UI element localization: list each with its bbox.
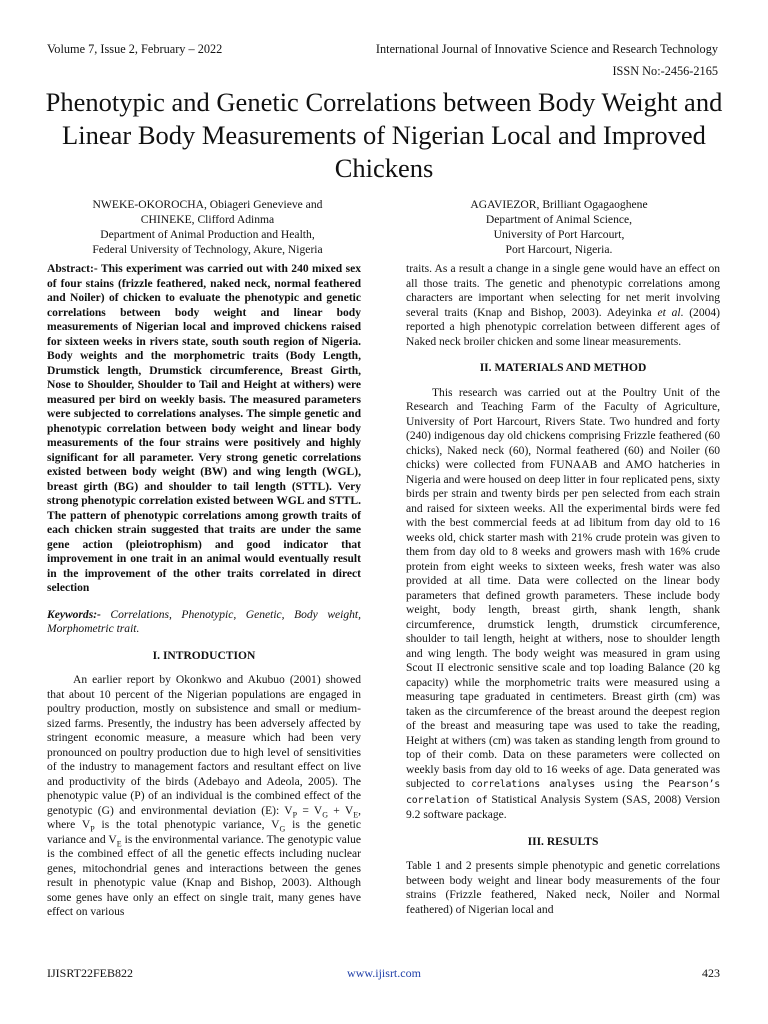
author-line: CHINEKE, Clifford Adinma [140,213,275,226]
page-number: 423 [702,966,720,980]
affiliation-line: Port Harcourt, Nigeria. [505,243,613,256]
right-column [406,262,720,917]
paper-id: IJISRT22FEB822 [47,966,133,980]
issn: ISSN No:-2456-2165 [612,64,718,78]
intro-paragraph: An earlier report by Okonkwo and Akubuo (2001) showed that about 10 percent of the Nigerian populations are engaged in poultry production, mostly on subsistence and small or medium-sized farms. Presently, the industry has been adversely affected by stringent economic measure, a measure which had been very pronounced on poultry production due to high level of sensitivities of the industry to management factors and resultant effect on live and productivity of the birds (Adebayo and Adeola, 2005). The phenotypic value (P) of an individual is the combined effect of the genotypic (G) and environmental deviation (E): $V_P = V_G + V_E$, where $V_P$ is the total phenotypic variance, $V_G$ is the genetic variance and $V_E$ is the environmental variance. The genotypic value is the combined effect of all the genetic effects including nuclear genes, mitochondrial genes and interactions between the genes result in phenotypic value (Knap and Bishop, 2003). Although some genes have only an effect on single trait, many genes have effect on various [47,674,362,918]
results-paragraph: Table 1 and 2 presents simple phenotypic and genetic correlations between body weight and linear body measurements of the four strains (Frizzle feathered, Naked neck, Noiler and Normal feathered) of Nigerian local and [406,860,720,916]
author-block-left [50,197,365,257]
section-heading-results: III. RESULTS [527,835,599,848]
affiliation-line: University of Port Harcourt, [493,228,625,241]
author-line: AGAVIEZOR, Brilliant Ogagaoghene [470,198,648,211]
affiliation-line: Department of Animal Production and Health, [100,228,315,241]
journal-website-link[interactable]: www.ijisrt.com [347,966,421,980]
left-column [47,262,361,920]
author-line: NWEKE-OKOROCHA, Obiageri Genevieve and [92,198,323,211]
journal-name: International Journal of Innovative Science and Research Technology [375,42,718,56]
keywords-label: Keywords:- [47,608,101,621]
methods-paragraph: This research was carried out at the Poultry Unit of the Research and Teaching Farm of the Faculty of Agriculture, University of Port Harcourt, Rivers State. Two hundred and forty (240) indigenous day old chickens comprising Frizzle feathered (60 chicks), Naked neck (60), Normal feathered (60) and Noiler (60 chicks) were collected from FUNAAB and AMO hatcheries in Nigeria and were housed on deep litter in four replicated pens, sixty birds per strain and twenty birds per pen selected from each strain and raised for sixteen weeks. All the experimental birds were fed with the best commercial feeds at ad libitum from day old to 16 weeks old, chick starter mash with 21% crude protein was given to them from day old to 8 weeks and growers mash with 16% crude protein from eight weeks to sixteen weeks, fresh water was also provided at all time. Data were collected on the linear body parameters that defined growth parameters. These include body weight, body length, breast girth, shank length, shank circumference, drumstick length, drumstick circumference, shoulder to tail length, height at withers, nose to shoulder length and wing length. The body weight was measured in gram using Scout II electronic sensitive scale and top loading Balance (20 kg capacity) while the morphometric traits were measured using a measuring tape graduated in centimeters. Breast girth (cm) was taken as the circumference of the breast around the deepest region of the breast and measuring tape was used to take the reading, Height at withers (cm) was taken as standing length from ground to top of their comb. Data on these parameters were collected on weekly basis from day old to 16 weeks of age. Data generated was subjected to correlations analyses using the Pearson’s correlation of Statistical Analysis System (SAS, 2008) Version 9.2 software package. [406,386,720,821]
section-heading-methods: II. MATERIALS AND METHOD [479,362,647,374]
intro-continuation: traits. As a result a change in a single gene would have an effect on all those traits. The genetic and phenotypic correlations among characters are important when selecting for net merit involving several traits (Knap and Bishop, 2003). Adeyinka et al. (2004) reported a high phenotypic correlation between different ages of Naked neck broiler chicken and some linear measurements. [406,263,720,348]
keywords-text: Correlations, Phenotypic, Genetic, Body weight, Morphometric trait. [47,608,361,635]
section-heading-introduction: I. INTRODUCTION [152,649,256,662]
keywords [47,608,361,637]
affiliation-line: Federal University of Technology, Akure, Nigeria [92,243,323,256]
abstract: Abstract:- This experiment was carried out with 240 mixed sex of four stains (frizzle feathered, naked neck, normal feathered and Noiler) of chicken to evaluate the phenotypic and genetic correlations between body weight and linear body measurements of Nigerian local and improved chickens raised for sixteen weeks in rivers state, south south region of Nigeria. Body weights and the morphometric traits (Body Length, Drumstick length, Drumstick circumference, Breast Girth, Nose to Shoulder, Shoulder to Tail and Height at withers) were measured per bird on weekly basis. The measured parameters were subjected to correlations analyses. The simple genetic and phenotypic correlation between body weight and linear body measurements of the four strains were positively and highly significant for all parameter. Very strong genetic correlations existed between body weight (BW) and wing length (WGL), breast girth (BG) and shoulder to tail length (STTL). Very strong phenotypic correlation existed between WGL and STTL. The pattern of phenotypic correlations among growth traits of each chicken strain suggested that traits are under the same gene action (pleiotrophism) and good indicator that improvement in one trait in an animal would eventually result in the improvement of the other traits correlated in direct selection [47,263,361,594]
paper-title: Phenotypic and Genetic Correlations between Body Weight and Linear Body Measurements of Nigerian Local and Improved Chickens [45,87,723,183]
author-block-right [400,197,718,257]
affiliation-line: Department of Animal Science, [485,213,633,226]
journal-volume: Volume 7, Issue 2, February – 2022 [47,42,223,56]
